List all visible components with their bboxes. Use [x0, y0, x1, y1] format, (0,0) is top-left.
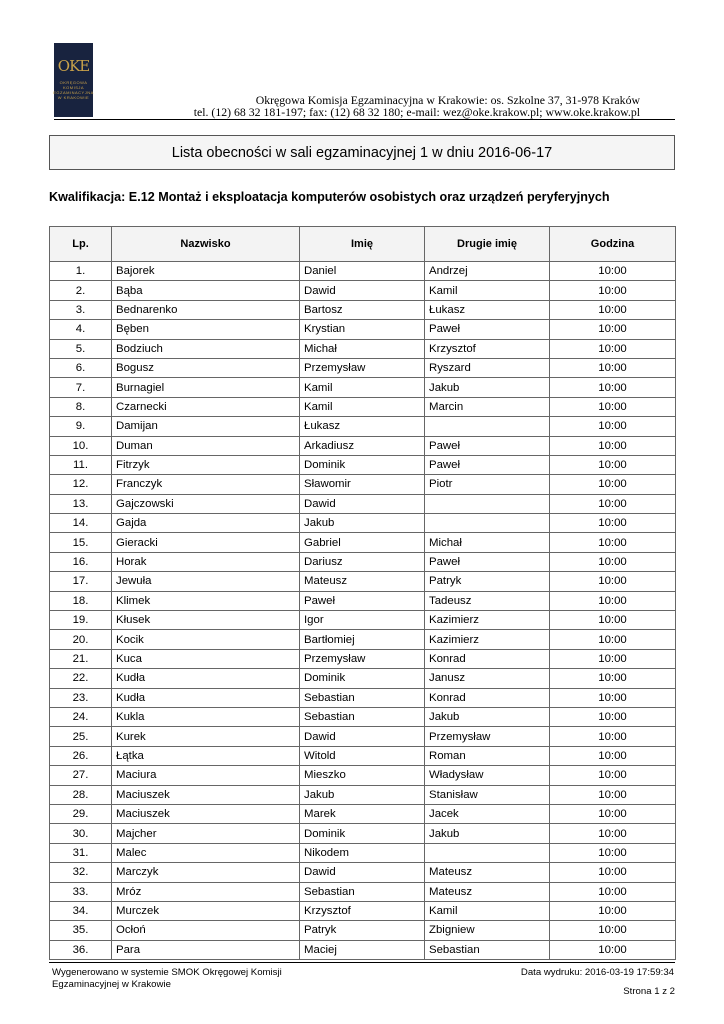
time-cell: 10:00 — [550, 746, 676, 765]
table-row — [50, 727, 676, 746]
second-name-cell: Sebastian — [425, 940, 550, 959]
row-number: 19. — [50, 611, 112, 630]
table-row — [50, 378, 676, 397]
second-name-cell — [425, 514, 550, 533]
first-name-cell: Bartosz — [300, 300, 425, 319]
first-name-cell: Igor — [300, 611, 425, 630]
second-name-cell: Kazimierz — [425, 630, 550, 649]
table-row — [50, 863, 676, 882]
row-number: 22. — [50, 669, 112, 688]
second-name-cell: Mateusz — [425, 863, 550, 882]
time-cell: 10:00 — [550, 630, 676, 649]
time-cell: 10:00 — [550, 882, 676, 901]
time-cell: 10:00 — [550, 436, 676, 455]
first-name-cell: Dawid — [300, 863, 425, 882]
time-cell: 10:00 — [550, 669, 676, 688]
row-number: 12. — [50, 475, 112, 494]
row-number: 20. — [50, 630, 112, 649]
second-name-cell: Jakub — [425, 824, 550, 843]
second-name-cell: Michał — [425, 533, 550, 552]
row-number: 11. — [50, 455, 112, 474]
second-name-cell: Paweł — [425, 436, 550, 455]
time-cell: 10:00 — [550, 455, 676, 474]
header-address: Okręgowa Komisja Egzaminacyjna w Krakowie: os. Szkolne 37, 31-978 Kraków — [255, 93, 640, 107]
table-row — [50, 572, 676, 591]
second-name-cell — [425, 843, 550, 862]
row-number: 1. — [50, 262, 112, 281]
time-cell: 10:00 — [550, 552, 676, 571]
row-number: 27. — [50, 766, 112, 785]
row-number: 10. — [50, 436, 112, 455]
surname-cell: Duman — [112, 436, 300, 455]
first-name-cell: Dawid — [300, 727, 425, 746]
surname-cell: Gajczowski — [112, 494, 300, 513]
surname-cell: Franczyk — [112, 475, 300, 494]
first-name-cell: Przemysław — [300, 649, 425, 668]
time-cell: 10:00 — [550, 591, 676, 610]
first-name-cell: Krystian — [300, 320, 425, 339]
qualification-line: Kwalifikacja: E.12 Montaż i eksploatacja komputerów osobistych oraz urządzeń peryferyjnych — [49, 190, 610, 204]
column-header-lp: Lp. — [50, 227, 112, 262]
table-row — [50, 397, 676, 416]
time-cell: 10:00 — [550, 921, 676, 940]
row-number: 16. — [50, 552, 112, 571]
row-number: 24. — [50, 707, 112, 726]
table-row — [50, 824, 676, 843]
time-cell: 10:00 — [550, 824, 676, 843]
time-cell: 10:00 — [550, 320, 676, 339]
time-cell: 10:00 — [550, 863, 676, 882]
surname-cell: Para — [112, 940, 300, 959]
first-name-cell: Dominik — [300, 824, 425, 843]
time-cell: 10:00 — [550, 727, 676, 746]
time-cell: 10:00 — [550, 475, 676, 494]
row-number: 3. — [50, 300, 112, 319]
table-row — [50, 591, 676, 610]
surname-cell: Kłusek — [112, 611, 300, 630]
row-number: 32. — [50, 863, 112, 882]
table-row — [50, 901, 676, 920]
first-name-cell: Nikodem — [300, 843, 425, 862]
row-number: 9. — [50, 417, 112, 436]
row-number: 13. — [50, 494, 112, 513]
second-name-cell — [425, 494, 550, 513]
second-name-cell: Mateusz — [425, 882, 550, 901]
second-name-cell: Roman — [425, 746, 550, 765]
table-row — [50, 533, 676, 552]
header-contact: tel. (12) 68 32 181-197; fax: (12) 68 32 180; e-mail: wez@oke.krakow.pl; www.oke.krakow.pl — [193, 105, 640, 119]
footer-print-date: Data wydruku: 2016-03-19 17:59:34 — [520, 967, 674, 978]
surname-cell: Klimek — [112, 591, 300, 610]
row-number: 6. — [50, 358, 112, 377]
second-name-cell: Przemysław — [425, 727, 550, 746]
surname-cell: Maciura — [112, 766, 300, 785]
first-name-cell: Gabriel — [300, 533, 425, 552]
second-name-cell — [425, 417, 550, 436]
time-cell: 10:00 — [550, 358, 676, 377]
time-cell: 10:00 — [550, 378, 676, 397]
surname-cell: Bodziuch — [112, 339, 300, 358]
first-name-cell: Daniel — [300, 262, 425, 281]
table-row — [50, 804, 676, 823]
second-name-cell: Kazimierz — [425, 611, 550, 630]
second-name-cell: Ryszard — [425, 358, 550, 377]
table-row — [50, 494, 676, 513]
first-name-cell: Bartłomiej — [300, 630, 425, 649]
table-row — [50, 688, 676, 707]
row-number: 17. — [50, 572, 112, 591]
second-name-cell: Janusz — [425, 669, 550, 688]
surname-cell: Bogusz — [112, 358, 300, 377]
surname-cell: Bajorek — [112, 262, 300, 281]
time-cell: 10:00 — [550, 339, 676, 358]
surname-cell: Maciuszek — [112, 804, 300, 823]
table-row — [50, 882, 676, 901]
second-name-cell: Jakub — [425, 378, 550, 397]
time-cell: 10:00 — [550, 572, 676, 591]
first-name-cell: Marek — [300, 804, 425, 823]
table-row — [50, 940, 676, 959]
second-name-cell: Piotr — [425, 475, 550, 494]
table-row — [50, 843, 676, 862]
row-number: 31. — [50, 843, 112, 862]
first-name-cell: Jakub — [300, 514, 425, 533]
time-cell: 10:00 — [550, 649, 676, 668]
row-number: 5. — [50, 339, 112, 358]
column-header-second-name: Drugie imię — [425, 227, 550, 262]
second-name-cell: Marcin — [425, 397, 550, 416]
footer-page-number: Strona 1 z 2 — [623, 986, 675, 997]
row-number: 30. — [50, 824, 112, 843]
second-name-cell: Jakub — [425, 707, 550, 726]
first-name-cell: Przemysław — [300, 358, 425, 377]
first-name-cell: Arkadiusz — [300, 436, 425, 455]
row-number: 4. — [50, 320, 112, 339]
time-cell: 10:00 — [550, 494, 676, 513]
column-header-time: Godzina — [550, 227, 676, 262]
time-cell: 10:00 — [550, 804, 676, 823]
institution-header — [150, 94, 640, 118]
time-cell: 10:00 — [550, 785, 676, 804]
first-name-cell: Maciej — [300, 940, 425, 959]
first-name-cell: Mieszko — [300, 766, 425, 785]
first-name-cell: Patryk — [300, 921, 425, 940]
row-number: 15. — [50, 533, 112, 552]
first-name-cell: Kamil — [300, 397, 425, 416]
table-row — [50, 262, 676, 281]
row-number: 21. — [50, 649, 112, 668]
surname-cell: Bęben — [112, 320, 300, 339]
time-cell: 10:00 — [550, 281, 676, 300]
first-name-cell: Krzysztof — [300, 901, 425, 920]
attendance-table — [49, 226, 676, 960]
surname-cell: Czarnecki — [112, 397, 300, 416]
surname-cell: Kudła — [112, 669, 300, 688]
surname-cell: Marczyk — [112, 863, 300, 882]
first-name-cell: Paweł — [300, 591, 425, 610]
row-number: 7. — [50, 378, 112, 397]
second-name-cell: Paweł — [425, 552, 550, 571]
time-cell: 10:00 — [550, 397, 676, 416]
time-cell: 10:00 — [550, 300, 676, 319]
first-name-cell: Mateusz — [300, 572, 425, 591]
row-number: 33. — [50, 882, 112, 901]
second-name-cell: Kamil — [425, 901, 550, 920]
surname-cell: Bednarenko — [112, 300, 300, 319]
second-name-cell: Jacek — [425, 804, 550, 823]
time-cell: 10:00 — [550, 262, 676, 281]
first-name-cell: Dariusz — [300, 552, 425, 571]
second-name-cell: Patryk — [425, 572, 550, 591]
table-row — [50, 552, 676, 571]
time-cell: 10:00 — [550, 514, 676, 533]
table-row — [50, 785, 676, 804]
surname-cell: Ocłoń — [112, 921, 300, 940]
surname-cell: Kukla — [112, 707, 300, 726]
surname-cell: Majcher — [112, 824, 300, 843]
table-row — [50, 300, 676, 319]
second-name-cell: Konrad — [425, 688, 550, 707]
surname-cell: Gajda — [112, 514, 300, 533]
second-name-cell: Andrzej — [425, 262, 550, 281]
second-name-cell: Stanisław — [425, 785, 550, 804]
time-cell: 10:00 — [550, 901, 676, 920]
surname-cell: Kuca — [112, 649, 300, 668]
surname-cell: Łątka — [112, 746, 300, 765]
table-row — [50, 766, 676, 785]
surname-cell: Horak — [112, 552, 300, 571]
second-name-cell: Tadeusz — [425, 591, 550, 610]
table-row — [50, 339, 676, 358]
first-name-cell: Sebastian — [300, 882, 425, 901]
surname-cell: Kocik — [112, 630, 300, 649]
surname-cell: Gieracki — [112, 533, 300, 552]
second-name-cell: Zbigniew — [425, 921, 550, 940]
table-row — [50, 436, 676, 455]
footer-generated-note: Wygenerowano w systemie SMOK Okręgowej Komisji Egzaminacyjnej w Krakowie — [52, 967, 282, 990]
header-divider — [54, 119, 675, 120]
oke-logo — [54, 43, 93, 117]
row-number: 25. — [50, 727, 112, 746]
table-header-row — [50, 227, 676, 262]
row-number: 18. — [50, 591, 112, 610]
first-name-cell: Łukasz — [300, 417, 425, 436]
row-number: 28. — [50, 785, 112, 804]
column-header-surname: Nazwisko — [112, 227, 300, 262]
footer-divider — [49, 962, 675, 963]
first-name-cell: Kamil — [300, 378, 425, 397]
surname-cell: Kudła — [112, 688, 300, 707]
row-number: 2. — [50, 281, 112, 300]
table-row — [50, 417, 676, 436]
table-row — [50, 320, 676, 339]
table-row — [50, 630, 676, 649]
first-name-cell: Jakub — [300, 785, 425, 804]
first-name-cell: Dominik — [300, 669, 425, 688]
document-title: Lista obecności w sali egzaminacyjnej 1 w dniu 2016-06-17 — [49, 135, 675, 170]
row-number: 34. — [50, 901, 112, 920]
table-row — [50, 707, 676, 726]
surname-cell: Mróz — [112, 882, 300, 901]
surname-cell: Damijan — [112, 417, 300, 436]
time-cell: 10:00 — [550, 766, 676, 785]
table-row — [50, 514, 676, 533]
oke-logo-mark: OKE — [57, 57, 90, 75]
table-row — [50, 281, 676, 300]
table-row — [50, 455, 676, 474]
row-number: 8. — [50, 397, 112, 416]
first-name-cell: Dawid — [300, 281, 425, 300]
first-name-cell: Dawid — [300, 494, 425, 513]
surname-cell: Bąba — [112, 281, 300, 300]
time-cell: 10:00 — [550, 707, 676, 726]
row-number: 23. — [50, 688, 112, 707]
time-cell: 10:00 — [550, 940, 676, 959]
surname-cell: Kurek — [112, 727, 300, 746]
surname-cell: Fitrzyk — [112, 455, 300, 474]
second-name-cell: Konrad — [425, 649, 550, 668]
table-row — [50, 358, 676, 377]
oke-logo-text: OKRĘGOWA KOMISJA EGZAMINACYJNA W KRAKOWIE — [53, 80, 94, 100]
table-row — [50, 921, 676, 940]
first-name-cell: Michał — [300, 339, 425, 358]
table-row — [50, 669, 676, 688]
surname-cell: Malec — [112, 843, 300, 862]
row-number: 36. — [50, 940, 112, 959]
surname-cell: Jewuła — [112, 572, 300, 591]
second-name-cell: Władysław — [425, 766, 550, 785]
first-name-cell: Sebastian — [300, 688, 425, 707]
time-cell: 10:00 — [550, 688, 676, 707]
first-name-cell: Sławomir — [300, 475, 425, 494]
time-cell: 10:00 — [550, 417, 676, 436]
second-name-cell: Kamil — [425, 281, 550, 300]
second-name-cell: Łukasz — [425, 300, 550, 319]
table-row — [50, 611, 676, 630]
table-row — [50, 475, 676, 494]
surname-cell: Maciuszek — [112, 785, 300, 804]
first-name-cell: Dominik — [300, 455, 425, 474]
row-number: 35. — [50, 921, 112, 940]
table-row — [50, 649, 676, 668]
time-cell: 10:00 — [550, 533, 676, 552]
time-cell: 10:00 — [550, 843, 676, 862]
row-number: 29. — [50, 804, 112, 823]
second-name-cell: Krzysztof — [425, 339, 550, 358]
surname-cell: Burnagiel — [112, 378, 300, 397]
surname-cell: Murczek — [112, 901, 300, 920]
table-row — [50, 746, 676, 765]
second-name-cell: Paweł — [425, 455, 550, 474]
column-header-first-name: Imię — [300, 227, 425, 262]
first-name-cell: Witold — [300, 746, 425, 765]
row-number: 26. — [50, 746, 112, 765]
row-number: 14. — [50, 514, 112, 533]
first-name-cell: Sebastian — [300, 707, 425, 726]
second-name-cell: Paweł — [425, 320, 550, 339]
time-cell: 10:00 — [550, 611, 676, 630]
